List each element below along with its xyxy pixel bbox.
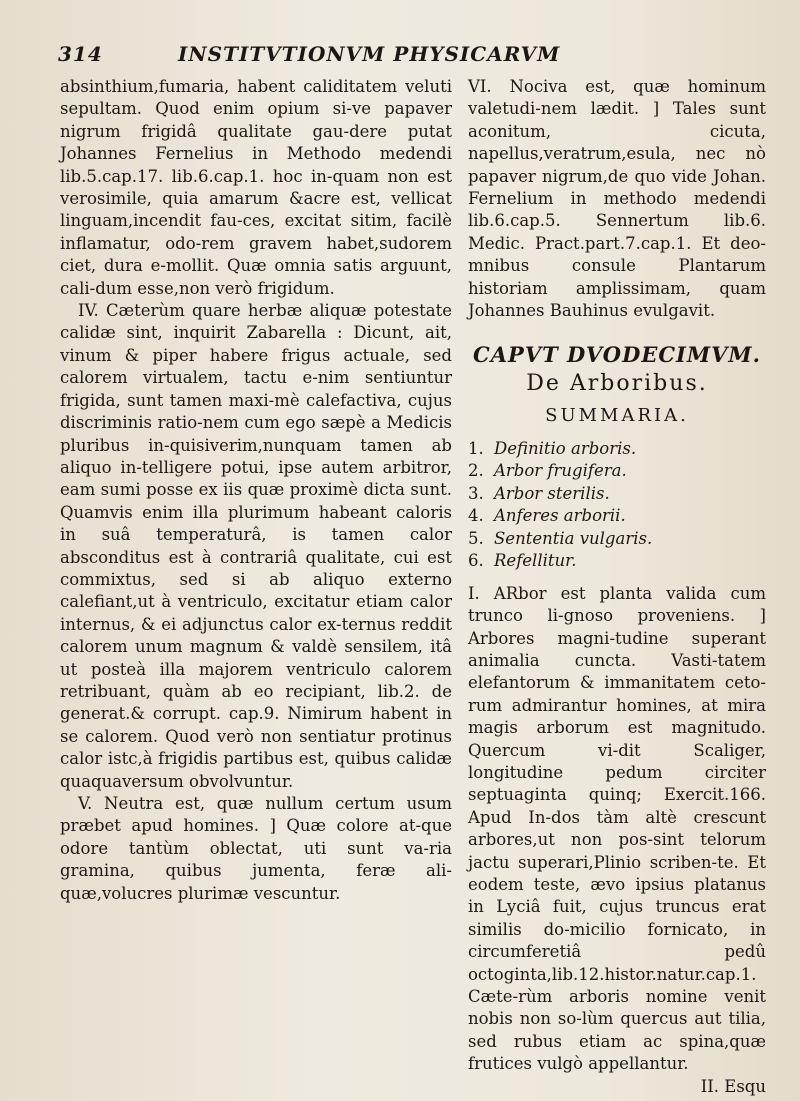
right-column [468,76,766,1098]
summary-item: 1. Definitio arboris. [468,438,637,458]
paragraph-iv: IV. Cæterùm quare herbæ aliquæ potestate calidæ sint, inquirit Zabarella : Dicunt, ait, vinum & piper habere frigus actuale, sed calorem virtualem, tactu e-nim sentiuntur frigida, sunt tamen maxi-mè calefactiva, cujus discriminis ratio-nem cum ego sæpè a Medicis pluribus in-quisiverim,nunquam tamen ab aliquo in-telligere potui, ipse autem arbitror, eam sumi posse ex iis quæ proximè dicta sunt. Quamvis enim illa plurimum habeant caloris in suâ temperaturâ, is tamen calor absconditus est à contrariâ qualitate, cui est commixtus, sed si ab aliquo externo calefiant,ut à ventriculo, excitatur etiam calor internus, & ei adjunctus calor ex-ternus reddit calorem unum magnum & valdè sensilem, itâ ut posteà illa majorem ventriculo calorem retribuant, quàm ab eo recipiant, lib.2. de generat.& corrupt. cap.9. Nimirum habent in se calorem. Quod verò non sentiatur protinus calor istc,à frigidis partibus est, quibus calidæ quaquaversum obvolvuntur. [60,301,452,791]
paragraph-absinthium: absinthium,fumaria, habent caliditatem veluti sepultam. Quod enim opium si-ve papaver nigrum frigidâ qualitate gau-dere putat Johannes Fernelius in Methodo medendi lib.5.cap.17. lib.6.cap.1. hoc in-quam non est verosimile, quia amarum &acre est, vellicat linguam,incendit fau-ces, excitat sitim, facilè inflamatur, odo-rem gravem habet,sudorem ciet, dura e-mollit. Quæ omnia satis arguunt, cali-dum esse,non verò frigidum. [60,77,452,298]
running-header [58,42,748,72]
summary-item: 5. Sententia vulgaris. [468,528,653,548]
summary-item: 6. Refellitur. [468,551,577,571]
summary-item: 3. Arbor sterilis. [468,483,610,503]
summary-heading: SUMMARIA. [545,405,689,427]
catchword: II. Esqu [700,1076,766,1096]
left-column [60,76,452,905]
summary-item: 4. Anferes arborii. [468,506,626,526]
summary-list [468,438,766,573]
running-title: INSTITVTIONVM PHYSICARVM [178,42,561,66]
summary-item: 2. Arbor frugifera. [468,461,627,481]
page-number: 314 [58,42,103,66]
paragraph-i-arbor: I. ARbor est planta valida cum trunco li-gnoso proveniens. ] Arbores magni-tudine superant animalia cuncta. Vasti-tatem elefantorum & immanitatem ceto-rum admirantur homines, at mira magis arborum est magnitudo. Quercum vi-dit Scaliger, longitudine pedum circiter septuaginta quinq; Exercit.166. Apud In-dos tàm altè crescunt arbores,ut non pos-sint telorum jactu superari,Plinio scriben-te. Et eodem teste, ævo ipsius platanus in Lyciâ fuit, cujus truncus erat similis do-micilio fornicato, in circumferetiâ pedû octoginta,lib.12.histor.natur.cap.1. Cæte-rùm arboris nomine venit nobis non so-lùm quercus aut tilia, sed rubus etiam ac spina,quæ frutices vulgò appellantur. [468,583,766,1074]
chapter-title: CAPVT DVODECIMVM. [473,342,761,368]
paragraph-v: V. Neutra est, quæ nullum certum usum præbet apud homines. ] Quæ colore at-que odore tantùm oblectat, uti sunt va-ria gramina, quibus jumenta, feræ ali-quæ,volucres plurimæ vescuntur. [60,794,452,903]
chapter-subject: De Arboribus. [526,370,708,396]
paragraph-vi: VI. Nociva est, quæ hominum valetudi-nem lædit. ] Tales sunt aconitum, cicuta, napellus,veratrum,esula, nec nò papaver nigrum,de quo vide Johan. Fernelium in methodo medendi lib.6.cap.5. Sennertum lib.6. Medic. Pract.part.7.cap.1. Et deo-mnibus consule Plantarum historiam amplissimam, quam Johannes Bauhinus evulgavit. [468,77,766,321]
